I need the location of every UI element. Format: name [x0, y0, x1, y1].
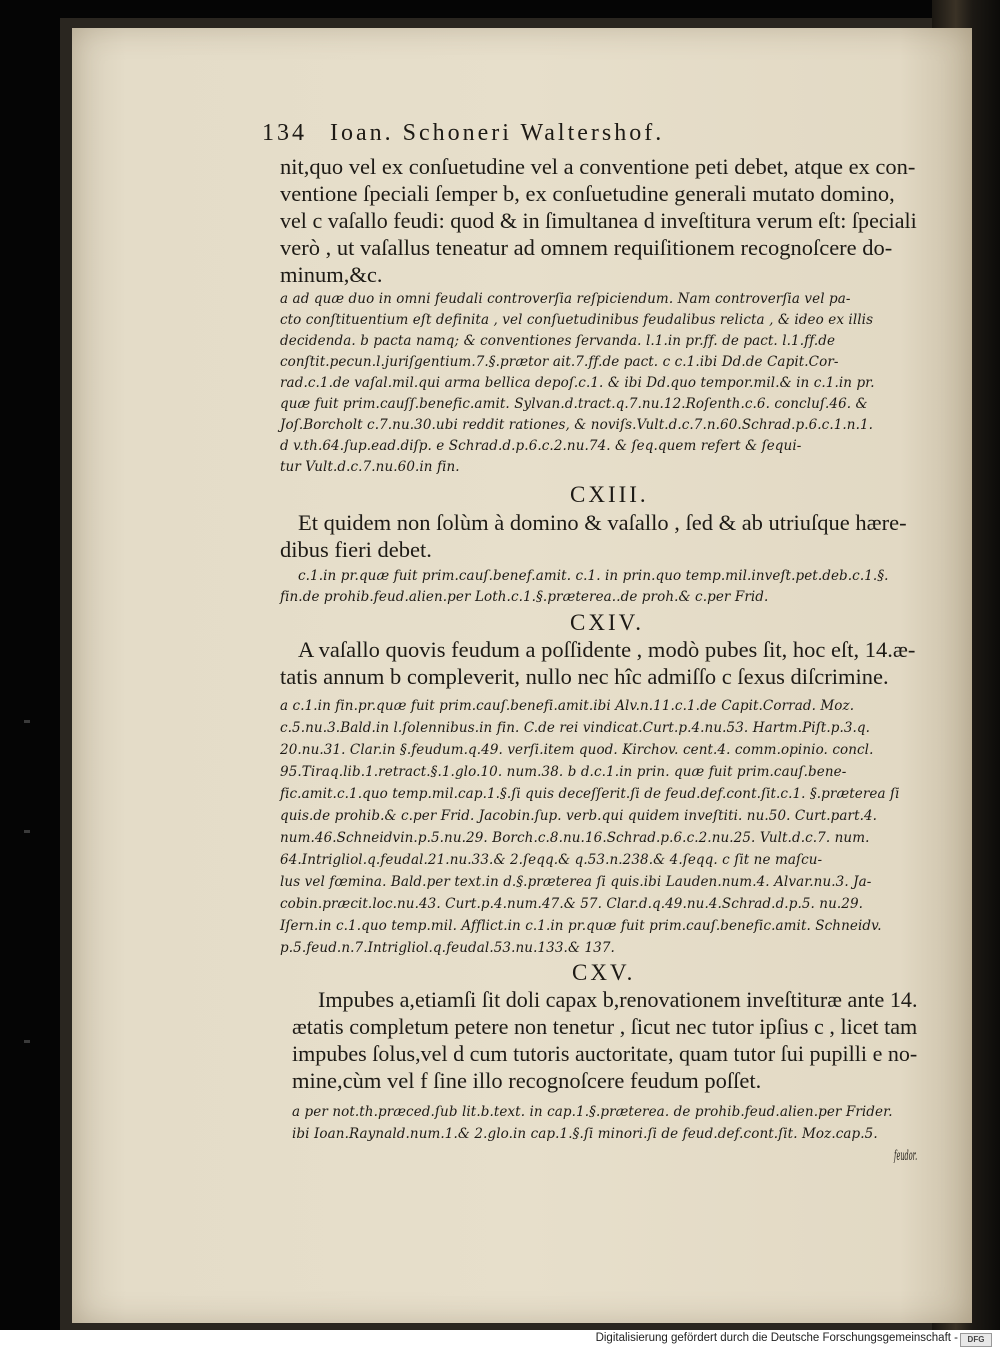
footnote-line: conſtit.pecun.l.juriſgentium.7.§.prætor ait.7.ff.de pact. c c.1.ibi Dd.de Capit.Cor- — [280, 354, 839, 370]
footnote-line: a c.1.in fin.pr.quæ fuit prim.cauſ.benefi.amit.ibi Alv.n.11.c.1.de Capit.Corrad. Moz. — [280, 698, 855, 714]
book-page — [72, 28, 972, 1323]
body-line: Et quidem non ſolùm à domino & vaſallo , ſed & ab utriuſque hære- — [298, 510, 907, 535]
footnote-line: 20.nu.31. Clar.in §.feudum.q.49. verſi.item quod. Kirchov. cent.4. comm.opinio. concl. — [280, 742, 874, 758]
footnote-line: 64.Intrigliol.q.feudal.21.nu.33.& 2.ſeqq.& q.53.n.238.& 4.ſeqq. c ſit ne maſcu- — [280, 852, 823, 868]
footnote-line: rad.c.1.de vaſal.mil.qui arma bellica depoſ.c.1. & ibi Dd.quo tempor.mil.& in c.1.in pr. — [280, 375, 875, 391]
footnote-line: 95.Tiraq.lib.1.retract.§.1.glo.10. num.38. b d.c.1.in prin. quæ fuit prim.cauſ.bene- — [280, 764, 847, 780]
footnote-line: fic.amit.c.1.quo temp.mil.cap.1.§.ſi quis deceſſerit.ſi de feud.def.cont.ſit.c.1. §.præterea ſi — [280, 786, 900, 802]
body-line: Impubes a,etiamſi ſit doli capax b,renovationem inveſtituræ ante 14. — [318, 987, 918, 1012]
footnote-line: Iſern.in c.1.quo temp.mil. Afflict.in c.1.in pr.quæ fuit prim.cauſ.benefic.amit. Schneidv. — [280, 918, 882, 934]
footnote-line: a ad quæ duo in omni feudali controverſia reſpiciendum. Nam controverſia vel pa- — [280, 291, 851, 307]
scan-margin — [0, 0, 60, 1330]
body-line: mine,cùm vel f ſine illo recognoſcere feudum poſſet. — [292, 1068, 762, 1093]
footnote-line: tur Vult.d.c.7.nu.60.in fin. — [280, 459, 460, 475]
footnote-line: cobin.præcit.loc.nu.43. Curt.p.4.num.47.& 57. Clar.d.q.49.nu.4.Schrad.d.p.5. nu.29. — [280, 896, 864, 912]
catchword: feudor. — [894, 1148, 918, 1164]
body-line: nit,quo vel ex conſuetudine vel a conventione peti debet, atque ex con- — [280, 154, 916, 179]
footnote-line: Joſ.Borcholt c.7.nu.30.ubi reddit rationes, & noviſs.Vult.d.c.7.n.60.Schrad.p.6.c.1.n.1. — [280, 417, 874, 433]
body-line: verò , ut vaſallus teneatur ad omnem requiſitionem recognoſcere do- — [280, 235, 893, 260]
margin-mark — [24, 830, 30, 833]
page-number: 134 — [262, 120, 307, 146]
section-heading: CXV. — [572, 960, 636, 985]
body-line: ætatis completum petere non tenetur , ſicut nec tutor ipſius c , licet tam — [292, 1014, 918, 1039]
footnote-line: p.5.feud.n.7.Intrigliol.q.feudal.53.nu.133.& 137. — [280, 940, 615, 956]
footnote-line: a per not.th.præced.ſub lit.b.text. in cap.1.§.præterea. de prohib.feud.alien.per Frider. — [292, 1104, 893, 1120]
running-title: Ioan. Schoneri Waltershof. — [330, 120, 665, 146]
body-line: dibus fieri debet. — [280, 537, 432, 562]
dfg-logo: DFG — [960, 1333, 992, 1347]
section-heading: CXIII. — [570, 482, 649, 507]
footnote-line: fin.de prohib.feud.alien.per Loth.c.1.§.præterea..de proh.& c.per Frid. — [280, 589, 769, 605]
footnote-line: c.1.in pr.quæ fuit prim.cauſ.benef.amit. c.1. in prin.quo temp.mil.inveſt.pet.deb.c.1.§. — [298, 568, 889, 584]
footnote-line: num.46.Schneidvin.p.5.nu.29. Borch.c.8.nu.16.Schrad.p.6.c.2.nu.25. Vult.d.c.7. num. — [280, 830, 870, 846]
body-line: ventione ſpeciali ſemper b, ex conſuetudine generali mutato domino, — [280, 181, 895, 206]
footnote-line: c.5.nu.3.Bald.in l.ſolennibus.in fin. C.de rei vindicat.Curt.p.4.nu.53. Hartm.Piſt.p.3.q. — [280, 720, 871, 736]
body-line: tatis annum b compleverit, nullo nec hîc admiſſo c ſexus diſcrimine. — [280, 664, 889, 689]
body-line: minum,&c. — [280, 262, 383, 287]
footnote-line: d v.th.64.ſup.ead.diſp. e Schrad.d.p.6.c.2.nu.74. & ſeq.quem refert & ſequi- — [280, 438, 802, 454]
margin-mark — [24, 1040, 30, 1043]
footnote-line: quis.de prohib.& c.per Frid. Jacobin.ſup. verb.qui quidem inveſtiti. nu.50. Curt.part.4. — [280, 808, 878, 824]
body-line: impubes ſolus,vel d cum tutoris auctoritate, quam tutor ſui pupilli e no- — [292, 1041, 918, 1066]
body-line: vel c vaſallo feudi: quod & in ſimultanea d inveſtitura verum eſt: ſpeciali — [280, 208, 917, 233]
footnote-line: decidenda. b pacta namq; & conventiones ſervanda. l.1.in pr.ff. de pact. l.1.ff.de — [280, 333, 836, 349]
body-line: A vaſallo quovis feudum a poſſidente , modò pubes ſit, hoc eſt, 14.æ- — [298, 637, 916, 662]
footnote-line: quæ fuit prim.cauſſ.benefic.amit. Sylvan.d.tract.q.7.nu.12.Roſenth.c.6. concluſ.46. & — [280, 396, 868, 412]
funding-credit: Digitalisierung gefördert durch die Deutsche Forschungsgemeinschaft - — [595, 1332, 958, 1344]
footnote-line: ibi Ioan.Raynald.num.1.& 2.glo.in cap.1.§.ſi minori.ſi de feud.def.cont.ſit. Moz.cap.5. — [292, 1126, 878, 1142]
footnote-line: lus vel fœmina. Bald.per text.in d.§.præterea ſi quis.ibi Lauden.num.4. Alvar.nu.3. Ja- — [280, 874, 872, 890]
margin-mark — [24, 720, 30, 723]
footnote-line: cto conſtituentium eſt definita , vel conſuetudinibus feudalibus relicta , & ideo ex illis — [280, 312, 874, 328]
digitization-footer — [0, 1330, 1000, 1349]
section-heading: CXIV. — [570, 610, 645, 635]
